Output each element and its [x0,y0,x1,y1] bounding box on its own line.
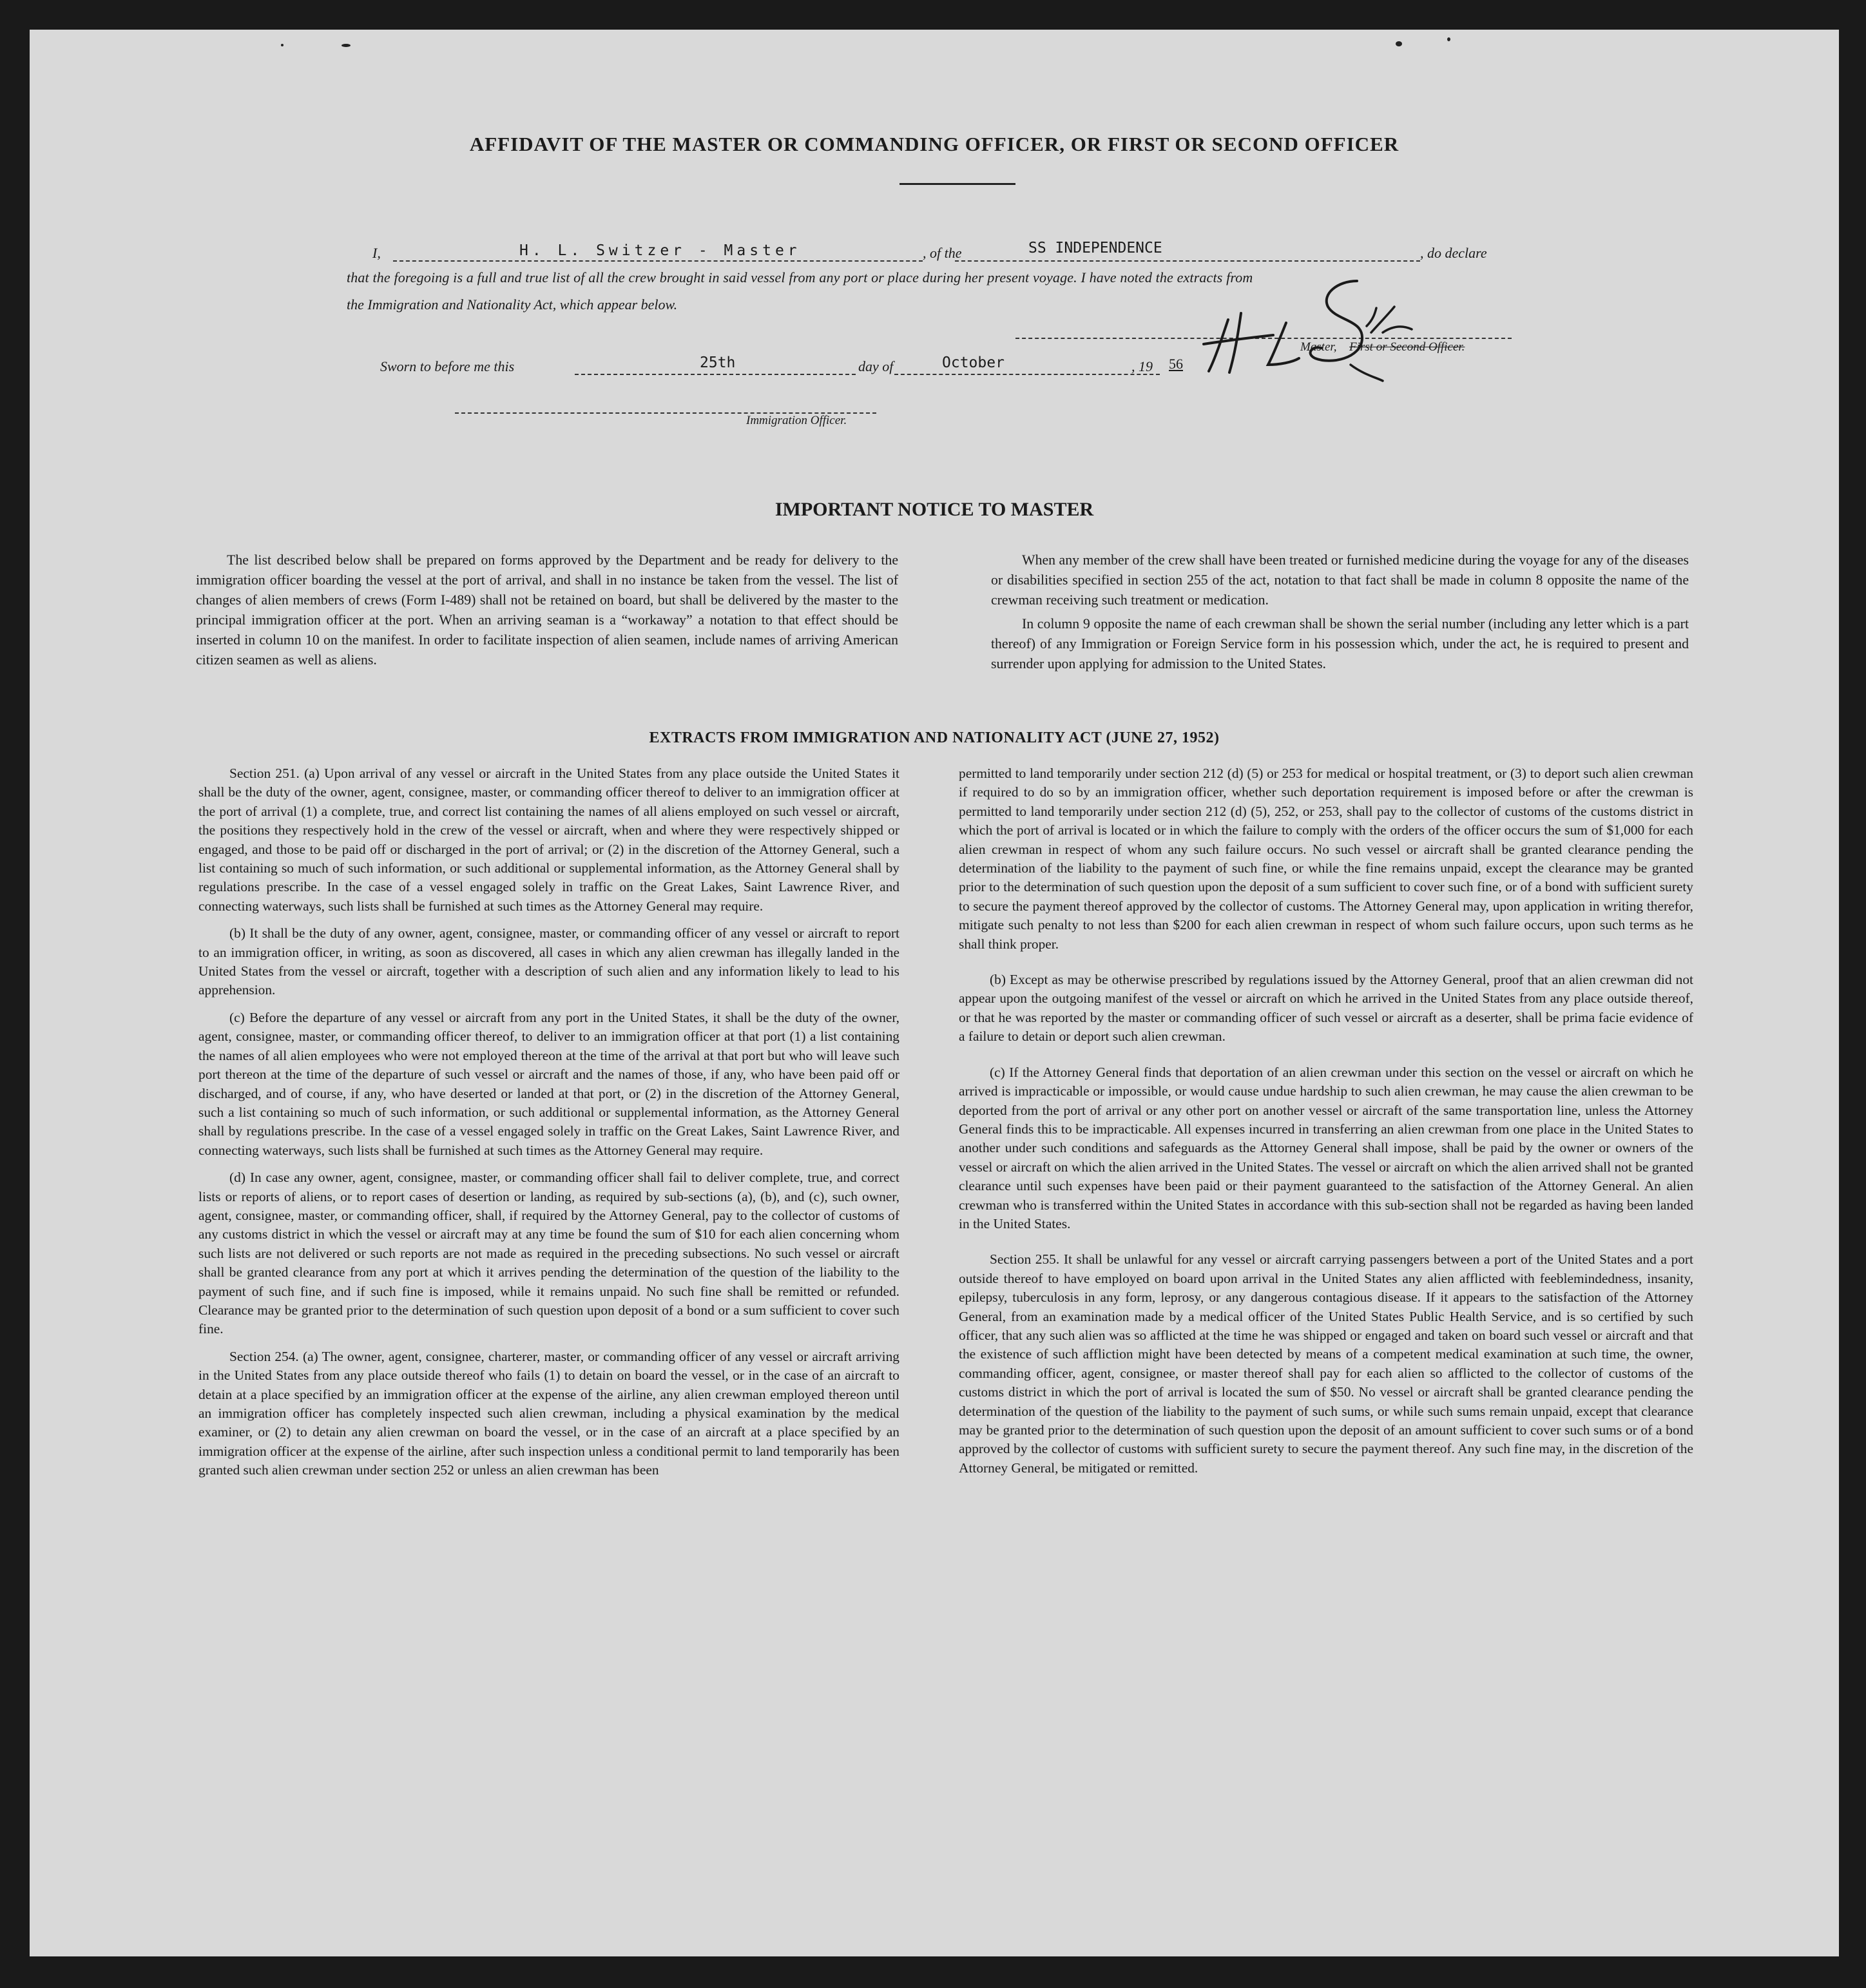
master-name-value: H. L. Switzer - Master [519,242,801,259]
extract-section-251-a: Section 251. (a) Upon arrival of any vessel or aircraft in the United States from any place outside the United States it shall be the duty of the owner, agent, consignee, master, or commanding officer thereof to deliver to an immigration officer at the port of arrival (1) a complete, true, and correct list containing the names of all aliens employed on such vessel or aircraft, the positions they respectively hold in the crew of the vessel or aircraft, when and where they were respectively shipped or engaged, and those to be paid off or discharged in the port of arrival; or (2) in the discretion of the Attorney General, such a list containing so much of such information, or such additional or supplemental information, as the Attorney General shall by regulations prescribe. In the case of a vessel engaged solely in traffic on the Great Lakes, Saint Lawrence River, and connecting waterways, such lists shall be furnished at such times as the Attorney General may require. [198,766,899,914]
sworn-month-value: October [942,354,1005,371]
year-suffix-value: 56 [1169,356,1183,372]
sworn-day-line [575,374,856,375]
year-prefix-label: , 19 [1131,358,1153,374]
declaration-line-3: the Immigration and Nationality Act, which appear below. [347,296,678,313]
extract-section-254-a: Section 254. (a) The owner, agent, consignee, charterer, master, or commanding officer of any vessel or aircraft arriving in the United States from any place outside thereof who fails (1) to detain on board the vessel, or in the case of an aircraft to detain at a place specified by an immigration officer at the expense of the airline, any alien crewman employed thereon until an immigration officer has completely inspected such alien crewman, including a physical examination by the medical examiner, or (2) to detain any alien crewman on board the vessel, or in the case of an aircraft at a place specified by an immigration officer at the expense of the airline, after such inspection unless a conditional permit to land temporarily has been granted such alien crewman under section 252 or unless an alien crewman has been [198,1348,899,1478]
signature-role-struck: First or Second Officer. [1349,340,1465,354]
vessel-name-line [955,260,1420,262]
notice-left-column [196,550,898,674]
scan-speck [281,44,284,46]
vessel-name-value: SS INDEPENDENCE [1028,240,1162,256]
affidavit-title: AFFIDAVIT OF THE MASTER OR COMMANDING OFFICER, OR FIRST OR SECOND OFFICER [469,133,1400,155]
extracts-title: EXTRACTS FROM IMMIGRATION AND NATIONALITY ACT (JUNE 27, 1952) [649,729,1220,746]
scan-speck [1396,41,1402,46]
scan-speck [1447,37,1450,41]
extracts-left-column [198,764,899,1489]
scan-speck [341,44,351,47]
sworn-month-line [894,374,1160,375]
signature-role-master: Master, [1300,340,1337,354]
extract-section-251-d: (d) In case any owner, agent, consignee, master, or commanding officer shall fail to deliver complete, true, and correct lists or reports of aliens, or to report cases of desertion or landing, as required by sub-sections (a), (b), and (c), such owner, agent, consignee, master, or commanding officer, shall, if required by the Attorney General, pay to the collector of customs of any customs district in which the vessel or aircraft may at any time be found the sum of $10 for each alien concerning whom such lists are not delivered or such reports are not made as required in the preceding subsections. No such vessel or aircraft shall be granted clearance from any port at which it arrives pending the determination of the question of the liability to the payment of such fine, and if such fine is imposed, while it remains unpaid. No such fine shall be remitted or refunded. Clearance may be granted prior to the determination of such question upon deposit of a bond or a sum sufficient to cover such fine. [198,1170,899,1337]
immigration-officer-label: Immigration Officer. [746,414,847,427]
declare-label: , do declare [1420,245,1487,261]
sworn-label: Sworn to before me this [380,358,515,374]
notice-title: IMPORTANT NOTICE TO MASTER [774,499,1094,520]
title-divider [899,183,1015,185]
notice-left-paragraph: The list described below shall be prepared on forms approved by the Department and be ready for delivery to the immigration officer boarding the vessel at the port of arrival, and shall in no instance be taken from the vessel. The list of changes of alien members of crews (Form I-489) shall not be retained on board, but shall be delivered by the master to the principal immigration officer at the port. When an arriving seaman is a “workaway” a notation to that effect should be inserted in column 10 on the manifest. In order to facilitate inspection of alien seamen, include names of arriving American citizen seamen as well as aliens. [196,552,898,668]
extract-section-251-c: (c) Before the departure of any vessel or aircraft from any port in the United States, it shall be the duty of the owner, agent, consignee, master, or commanding officer thereof, to deliver to an immigration officer at that port (1) a list containing the names of all alien employees who were not employed thereon at the time of the arrival at that port but who will leave such port thereon at the time of the departure of such vessel or aircraft and the names of those, if any, who have been paid off or discharged, and of course, if any, who have deserted or landed at that port, or (2) in the discretion of the Attorney General, such a list containing so much of such information, or such additional or supplemental information, as the Attorney General shall by regulations prescribe. In the case of a vessel engaged solely in traffic on the Great Lakes, Saint Lawrence River, and connecting waterways, such lists shall be furnished at such times as the Attorney General may require. [198,1009,899,1158]
day-of-label: day of [858,358,894,374]
extract-section-255: Section 255. It shall be unlawful for any vessel or aircraft carrying passengers between a port of the United States and a port outside thereof to have employed on board upon arrival in the United States any alien afflicted with feeblemindedness, insanity, epilepsy, tuberculosis in any form, leprosy, or any dangerous contagious disease. If it appears to the satisfaction of the Attorney General, from an examination made by a medical officer of the United States Public Health Service, and is so certified by such officer, that any such alien was so afflicted at the time he was shipped or engaged and taken on board such vessel or aircraft and that the existence of such affliction might have been detected by means of a competent medical examination at such time, the owner, commanding officer, agent, consignee, or master thereof shall pay for each alien so afflicted to the collector of customs of the customs district in which the port of arrival is located the sum of $50. No vessel or aircraft shall be granted clearance pending the determination of the question of the liability to the payment of such sums, or while such sums remain unpaid, except that clearance may be granted prior to the determination of such question upon the deposit of an amount sufficient to cover such sums or of a bond approved by the collector of customs with sufficient surety to secure the payment thereof. Any such fine may, in the discretion of the Attorney General, be mitigated or remitted. [959,1251,1693,1476]
notice-right-paragraph-1: When any member of the crew shall have been treated or furnished medicine during the voyage for any of the diseases or disabilities specified in section 255 of the act, notation to that fact shall be made in column 8 opposite the name of the crewman receiving such treatment or medication. [991,552,1689,608]
extracts-right-column [959,764,1693,1486]
master-name-line [393,260,923,262]
i-label: I, [372,245,381,261]
of-the-label: , of the [923,245,962,261]
extract-section-251-b: (b) It shall be the duty of any owner, agent, consignee, master, or commanding officer of any vessel or aircraft to report to an immigration officer, in writing, as soon as discovered, all cases in which any alien crewman has illegally landed in the United States from the vessel or aircraft, together with a description of such alien and any information likely to lead to his apprehension. [198,925,899,998]
document-page [30,30,1839,1956]
extract-section-254-b: (b) Except as may be otherwise prescribed by regulations issued by the Attorney General, proof that an alien crewman did not appear upon the outgoing manifest of the vessel or aircraft on which he arrived in the United States from any place outside thereof, or that he was reported by the master or commanding officer of such vessel or aircraft as a deserter, shall be prima facie evidence of a failure to detain or deport such alien crewman. [959,972,1693,1045]
declaration-line-2: that the foregoing is a full and true list of all the crew brought in said vessel from any port or place during her present voyage. I have noted the extracts from [347,269,1253,285]
notice-right-paragraph-2: In column 9 opposite the name of each crewman shall be shown the serial number (including any letter which is a part thereof) of any Immigration or Foreign Service form in his possession which, under the act, he is required to present and surrender upon applying for admission to the United States. [991,616,1689,671]
notice-right-column [991,550,1689,678]
extract-section-254-c: (c) If the Attorney General finds that deportation of an alien crewman under this section on the vessel or aircraft on which he arrived is impracticable or impossible, or would cause undue hardship to such alien crewman, he may cause the alien crewman to be deported from the port of arrival or any other port on another vessel or aircraft of the same transportation line, unless the Attorney General finds this to be impracticable. All expenses incurred in transferring an alien crewman from one place in the United States to another under such conditions and safeguards as the Attorney General shall impose, shall be paid by the owner or owners of the vessel or aircraft on which the alien arrived in the United States. The vessel or aircraft on which the alien arrived shall not be granted clearance until such expenses have been paid or their payment guaranteed to the satisfaction of the Attorney General. An alien crewman who is transferred within the United States in accordance with this sub-section shall not be regarded as having been landed in the United States. [959,1064,1693,1231]
sworn-day-value: 25th [700,354,736,371]
extract-section-254-a-continued: permitted to land temporarily under section 212 (d) (5) or 253 for medical or hospital treatment, or (3) to deport such alien crewman if required to do so by an immigration officer, whether such deportation requirement is imposed before or after the crewman is permitted to land temporarily under section 212 (d) (5), 252, or 253, shall pay to the collector of customs of the customs district in which the port of arrival is located or in which the failure to comply with the orders of the officer occurs the sum of $1,000 for each alien crewman in respect of whom any such failure occurs. No such vessel or aircraft shall be granted clearance pending the determination of the liability to the payment of such fine, or while the fine remains unpaid, except the clearance may be granted prior to the determination of such question upon the deposit of a sum sufficient to cover such fine, or of a bond with sufficient surety to secure the payment thereof approved by the collector of customs. The Attorney General may, upon application in writing therefor, mitigate such penalty to not less than $200 for each alien crewman in respect of whom such failure occurs, upon such terms as he shall think proper. [959,766,1693,952]
master-signature [1189,268,1421,384]
